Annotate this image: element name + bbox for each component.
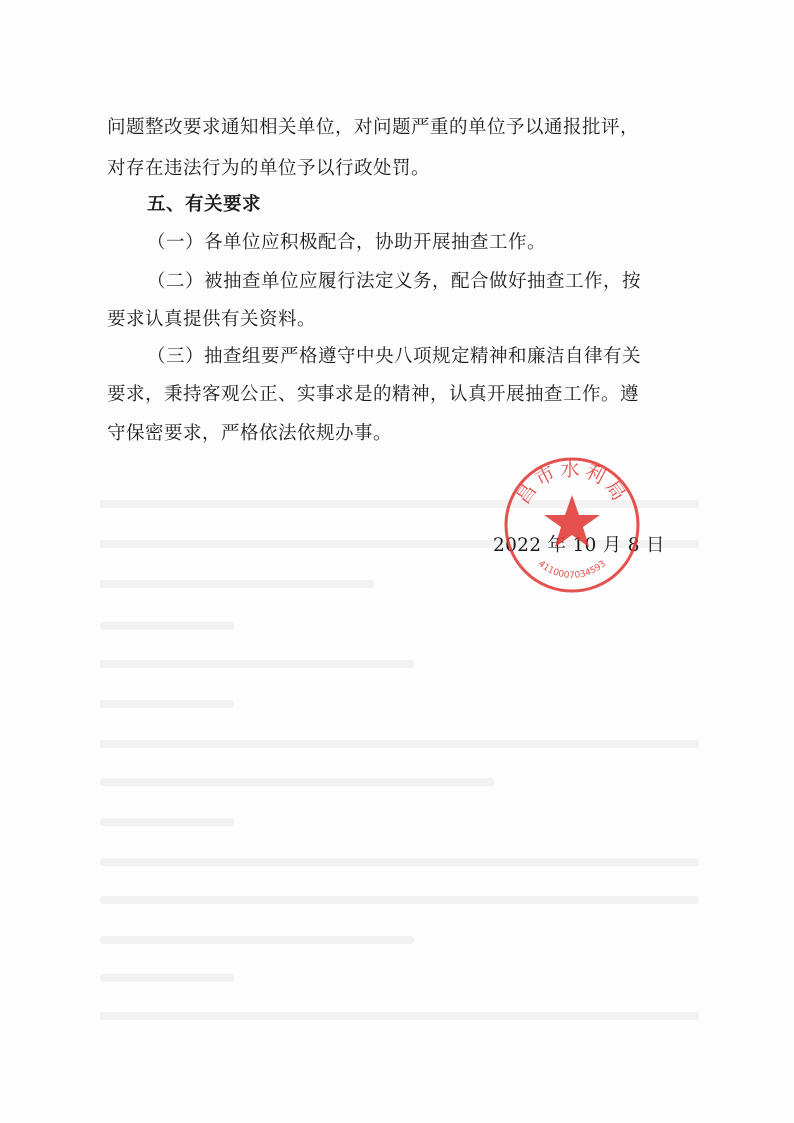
body-text-line: 对存在违法行为的单位予以行政处罚。 bbox=[107, 158, 431, 179]
bleed-through-line bbox=[100, 818, 234, 826]
body-text-line: （一）各单位应积极配合，协助开展抽查工作。 bbox=[147, 232, 547, 253]
bleed-through-line bbox=[100, 740, 699, 748]
body-text-line: 要求，秉持客观公正、实事求是的精神，认真开展抽查工作。遵 bbox=[107, 384, 640, 405]
document-date: 2022 年 10 月 8 日 bbox=[493, 535, 665, 556]
body-text-line: （三）抽查组要严格遵守中央八项规定精神和廉洁自律有关 bbox=[147, 346, 642, 367]
body-text-line: 问题整改要求通知相关单位，对问题严重的单位予以通报批评， bbox=[107, 117, 640, 138]
bleed-through-line bbox=[100, 580, 374, 588]
bleed-through-line bbox=[100, 1012, 699, 1020]
bleed-through-line bbox=[100, 896, 699, 904]
bleed-through-line bbox=[100, 858, 699, 866]
bleed-through-line bbox=[100, 622, 234, 630]
bleed-through-line bbox=[100, 700, 234, 708]
svg-text:4110007034593 bbox=[536, 559, 608, 581]
body-text-line: 守保密要求，严格依法依规办事。 bbox=[107, 423, 393, 444]
bleed-through-line bbox=[100, 936, 414, 944]
body-text-line: （二）被抽查单位应履行法定义务，配合做好抽查工作，按 bbox=[147, 271, 642, 292]
seal-code: 4110007034593 bbox=[535, 559, 609, 581]
seal-text: 昌市水利局 bbox=[512, 458, 632, 509]
star-icon bbox=[544, 495, 600, 547]
section-heading: 五、有关要求 bbox=[147, 194, 262, 215]
bleed-through-line bbox=[100, 974, 234, 982]
bleed-through-line bbox=[100, 660, 414, 668]
bleed-through-line bbox=[100, 778, 494, 786]
body-text-line: 要求认真提供有关资料。 bbox=[107, 309, 317, 330]
official-seal bbox=[502, 455, 642, 595]
